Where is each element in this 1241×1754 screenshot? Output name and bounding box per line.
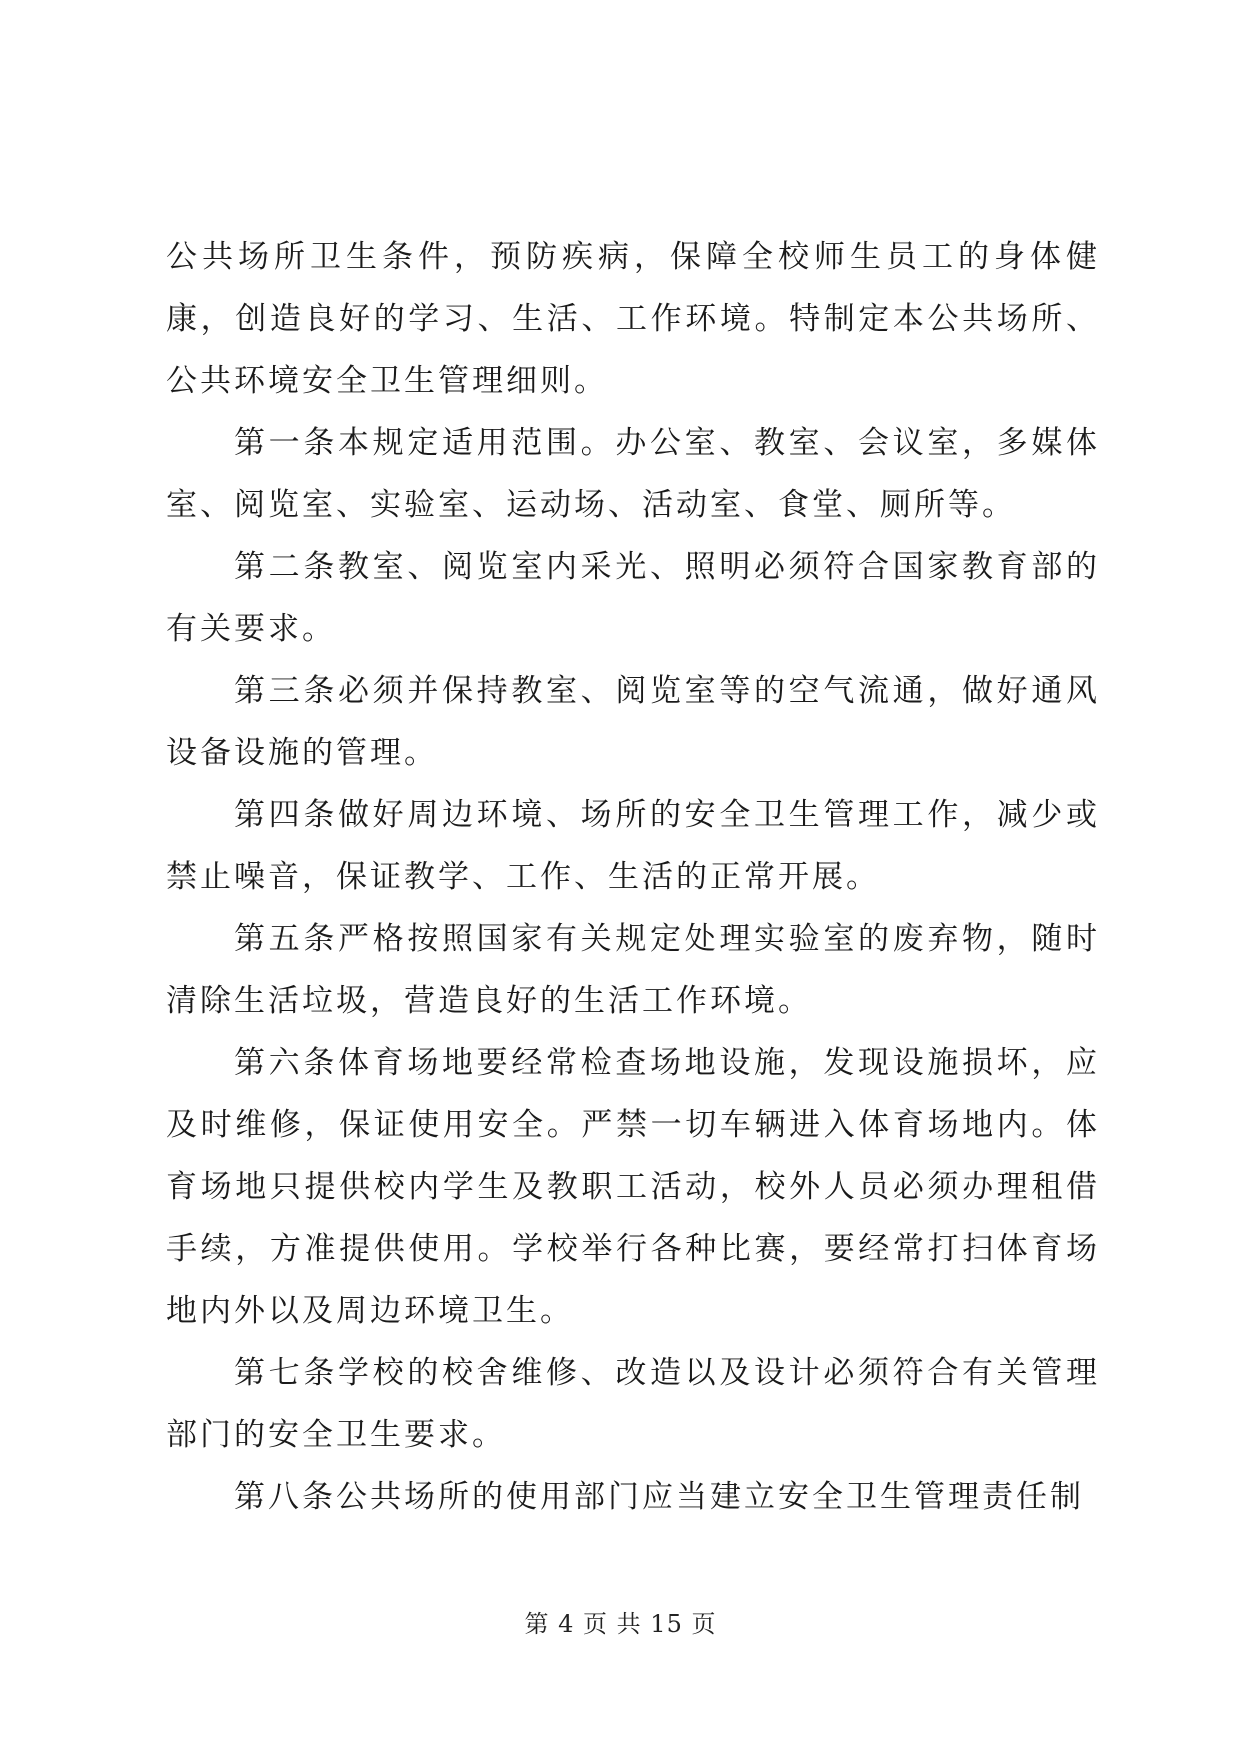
paragraph-article-3: 第三条必须并保持教室、阅览室等的空气流通，做好通风设备设施的管理。 <box>166 673 1100 771</box>
paragraph-article-2: 第二条教室、阅览室内采光、照明必须符合国家教育部的有关要求。 <box>166 549 1100 647</box>
paragraph-intro: 公共场所卫生条件，预防疾病，保障全校师生员工的身体健康，创造良好的学习、生活、工作环境。特制定本公共场所、公共环境安全卫生管理细则。 <box>166 239 1100 399</box>
page-number-footer: 第 4 页 共 15 页 <box>524 1610 717 1638</box>
paragraph-article-8: 第八条公共场所的使用部门应当建立安全卫生管理责任制 <box>234 1479 1084 1515</box>
paragraph-article-5: 第五条严格按照国家有关规定处理实验室的废弃物，随时清除生活垃圾，营造良好的生活工作环境。 <box>166 921 1100 1019</box>
paragraph-article-6: 第六条体育场地要经常检查场地设施，发现设施损坏，应及时维修，保证使用安全。严禁一切车辆进入体育场地内。体育场地只提供校内学生及教职工活动，校外人员必须办理租借手续，方准提供使用。学校举行各种比赛，要经常打扫体育场地内外以及周边环境卫生。 <box>166 1045 1100 1329</box>
document-body <box>166 226 1100 1528</box>
paragraph-article-7: 第七条学校的校舍维修、改造以及设计必须符合有关管理部门的安全卫生要求。 <box>166 1355 1100 1453</box>
paragraph-article-4: 第四条做好周边环境、场所的安全卫生管理工作，减少或禁止噪音，保证教学、工作、生活的正常开展。 <box>166 797 1100 895</box>
paragraph-article-1: 第一条本规定适用范围。办公室、教室、会议室，多媒体室、阅览室、实验室、运动场、活动室、食堂、厕所等。 <box>166 425 1100 523</box>
